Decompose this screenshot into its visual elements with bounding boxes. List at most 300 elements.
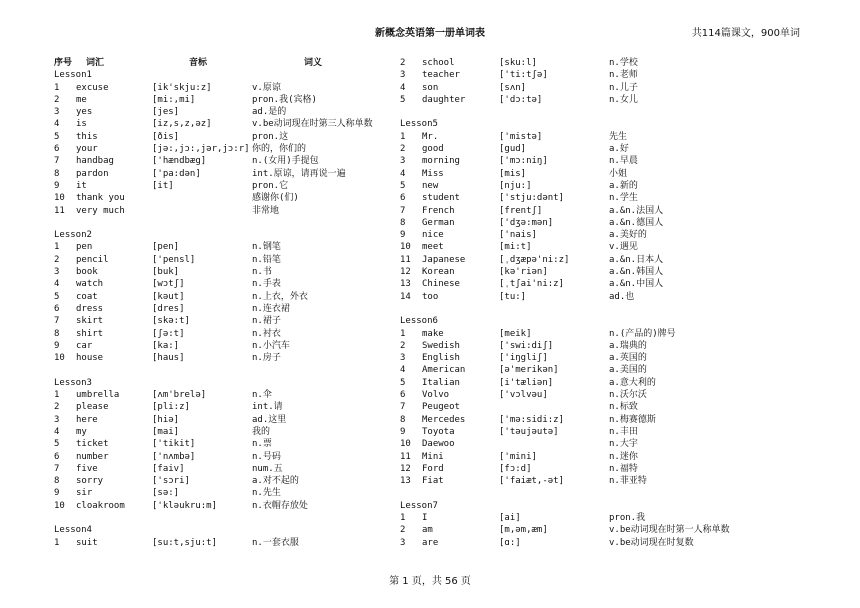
vocab-word: book bbox=[76, 267, 98, 278]
vocab-row bbox=[400, 426, 760, 438]
vocab-word: please bbox=[76, 402, 109, 413]
vocab-word: here bbox=[76, 414, 98, 425]
vocab-row bbox=[400, 192, 760, 204]
vocab-num: 6 bbox=[400, 193, 406, 204]
vocab-meaning: n.铅笔 bbox=[252, 254, 281, 265]
spacer bbox=[54, 217, 394, 229]
vocab-meaning: v.be动词现在时第三人称单数 bbox=[252, 119, 373, 130]
vocab-word: umbrella bbox=[76, 390, 120, 401]
vocab-num: 4 bbox=[54, 119, 60, 130]
vocab-num: 7 bbox=[54, 316, 60, 327]
spacer bbox=[54, 512, 394, 524]
vocab-num: 2 bbox=[54, 254, 60, 265]
vocab-meaning: n.梅赛德斯 bbox=[609, 414, 656, 425]
vocab-row bbox=[54, 340, 394, 352]
vocab-row bbox=[400, 537, 760, 549]
vocab-meaning: a.美国的 bbox=[609, 365, 647, 376]
vocab-meaning: 非常地 bbox=[252, 205, 280, 216]
vocab-meaning: v.be动词现在时第一人称单数 bbox=[609, 525, 730, 536]
vocab-row bbox=[400, 241, 760, 253]
vocab-phonetic: [dres] bbox=[152, 303, 185, 314]
vocab-meaning: ad.是的 bbox=[252, 107, 287, 118]
vocab-phonetic: ['təujəutə] bbox=[499, 426, 559, 437]
vocab-phonetic: [faiv] bbox=[152, 463, 185, 474]
vocab-row bbox=[54, 94, 394, 106]
vocab-num: 2 bbox=[54, 94, 60, 105]
vocab-num: 10 bbox=[400, 439, 411, 450]
vocab-word: meet bbox=[422, 242, 444, 253]
lesson-heading: Lesson3 bbox=[54, 377, 92, 388]
vocab-phonetic: [kəut] bbox=[152, 291, 185, 302]
vocab-row bbox=[54, 487, 394, 499]
vocab-word: American bbox=[422, 365, 466, 376]
vocab-meaning: a.&n.德国人 bbox=[609, 217, 664, 228]
vocab-row bbox=[400, 131, 760, 143]
vocab-meaning: a.&n.中国人 bbox=[609, 279, 664, 290]
vocab-num: 3 bbox=[400, 156, 406, 167]
vocab-row bbox=[54, 291, 394, 303]
vocab-meaning: v.原谅 bbox=[252, 82, 281, 93]
vocab-row bbox=[400, 414, 760, 426]
vocab-row bbox=[400, 438, 760, 450]
vocab-row bbox=[400, 266, 760, 278]
vocab-num: 3 bbox=[54, 107, 60, 118]
vocab-row bbox=[400, 389, 760, 401]
vocab-phonetic: [frentʃ] bbox=[499, 205, 543, 216]
vocab-word: dress bbox=[76, 303, 104, 314]
vocab-phonetic: ['pensl] bbox=[152, 254, 196, 265]
vocab-row bbox=[54, 266, 394, 278]
vocab-row bbox=[54, 254, 394, 266]
vocab-meaning: n.上衣，外衣 bbox=[252, 291, 308, 302]
vocab-word: Volvo bbox=[422, 390, 450, 401]
vocab-word: Mercedes bbox=[422, 414, 466, 425]
vocab-phonetic: [i'tæliən] bbox=[499, 377, 554, 388]
vocab-word: daughter bbox=[422, 94, 466, 105]
vocab-num: 9 bbox=[54, 488, 60, 499]
vocab-row bbox=[400, 254, 760, 266]
vocab-row bbox=[400, 180, 760, 192]
vocab-phonetic: [m,əm,æm] bbox=[499, 525, 548, 536]
vocab-phonetic: ['kləukru:m] bbox=[152, 500, 218, 511]
vocab-phonetic: ['nʌmbə] bbox=[152, 451, 196, 462]
vocab-meaning: n.衬衣 bbox=[252, 328, 281, 339]
vocab-meaning: a.对不起的 bbox=[252, 476, 299, 487]
vocab-word: Japanese bbox=[422, 254, 466, 265]
vocab-meaning: n.(产品的)牌号 bbox=[609, 328, 676, 339]
vocab-word: make bbox=[422, 328, 444, 339]
vocab-meaning: n.福特 bbox=[609, 463, 638, 474]
vocab-meaning: 先生 bbox=[609, 131, 628, 142]
vocab-row bbox=[400, 229, 760, 241]
vocab-word: too bbox=[422, 291, 439, 302]
vocab-phonetic: [gud] bbox=[499, 144, 527, 155]
vocab-word: Daewoo bbox=[422, 439, 455, 450]
vocab-phonetic: [ka:] bbox=[152, 340, 180, 351]
vocab-num: 8 bbox=[54, 328, 60, 339]
vocab-word: morning bbox=[422, 156, 460, 167]
vocab-num: 1 bbox=[54, 390, 60, 401]
vocab-word: German bbox=[422, 217, 455, 228]
vocab-word: thank you bbox=[76, 193, 125, 204]
vocab-word: English bbox=[422, 353, 460, 364]
vocab-phonetic: [mai] bbox=[152, 426, 180, 437]
vocab-word: five bbox=[76, 463, 98, 474]
vocab-phonetic: [sʌn] bbox=[499, 82, 527, 93]
vocab-row bbox=[400, 57, 760, 69]
vocab-phonetic: ['iŋgliʃ] bbox=[499, 353, 548, 364]
vocab-num: 1 bbox=[54, 537, 60, 548]
lesson-summary: 共114篇课文，900单词 bbox=[691, 28, 800, 39]
vocab-row bbox=[400, 143, 760, 155]
vocab-meaning: int.原谅，请再说一遍 bbox=[252, 168, 346, 179]
vocab-num: 7 bbox=[400, 402, 406, 413]
vocab-meaning: pron.这 bbox=[252, 131, 289, 142]
vocab-word: school bbox=[422, 58, 455, 68]
vocab-meaning: a.好 bbox=[609, 144, 629, 155]
vocab-phonetic: [nju:] bbox=[499, 180, 532, 191]
vocab-row bbox=[54, 278, 394, 290]
vocab-word: your bbox=[76, 144, 98, 155]
vocab-row bbox=[400, 94, 760, 106]
vocab-row bbox=[54, 328, 394, 340]
vocab-num: 10 bbox=[400, 242, 411, 253]
vocab-phonetic: [sku:l] bbox=[499, 58, 537, 68]
vocab-phonetic: [tu:] bbox=[499, 291, 527, 302]
vocab-row bbox=[54, 192, 394, 204]
vocab-phonetic: ['dɔ:tə] bbox=[499, 94, 543, 105]
spacer bbox=[400, 303, 760, 315]
vocab-num: 7 bbox=[54, 156, 60, 167]
vocab-phonetic: ['ti:tʃə] bbox=[499, 70, 548, 81]
vocab-row bbox=[54, 463, 394, 475]
spacer bbox=[54, 364, 394, 376]
vocab-meaning: n.迷你 bbox=[609, 451, 638, 462]
vocab-num: 4 bbox=[54, 426, 60, 437]
vocab-word: Fiat bbox=[422, 476, 444, 487]
vocab-row bbox=[54, 401, 394, 413]
page-title: 新概念英语第一册单词表 bbox=[375, 28, 485, 39]
vocab-meaning: n.号码 bbox=[252, 451, 281, 462]
vocab-meaning: n.丰田 bbox=[609, 426, 638, 437]
vocab-meaning: n.学生 bbox=[609, 193, 638, 204]
table-header bbox=[54, 57, 394, 69]
vocab-word: Swedish bbox=[422, 340, 460, 351]
vocab-num: 1 bbox=[400, 512, 406, 523]
vocab-meaning: a.&n.韩国人 bbox=[609, 267, 664, 278]
vocab-meaning: v.遇见 bbox=[609, 242, 638, 253]
page-footer: 第 1 页，共 56 页 bbox=[389, 576, 471, 587]
vocab-phonetic: ['vɔlvəu] bbox=[499, 390, 548, 401]
vocab-word: student bbox=[422, 193, 460, 204]
vocab-column-right bbox=[400, 57, 760, 549]
vocab-num: 11 bbox=[54, 205, 65, 216]
vocab-phonetic: [jə:,jɔ:,jər,jɔ:r] bbox=[152, 144, 250, 155]
vocab-phonetic: ['mə:sidi:z] bbox=[499, 414, 565, 425]
vocab-phonetic: [it] bbox=[152, 180, 174, 191]
vocab-row bbox=[54, 352, 394, 364]
vocab-num: 7 bbox=[54, 463, 60, 474]
vocab-row bbox=[400, 205, 760, 217]
vocab-word: pencil bbox=[76, 254, 109, 265]
vocab-row bbox=[54, 315, 394, 327]
vocab-num: 3 bbox=[400, 353, 406, 364]
vocab-num: 3 bbox=[400, 537, 406, 548]
vocab-word: Toyota bbox=[422, 426, 455, 437]
vocab-meaning: pron.我 bbox=[609, 512, 646, 523]
vocab-num: 5 bbox=[400, 180, 406, 191]
vocab-phonetic: ['mistə] bbox=[499, 131, 543, 142]
vocab-meaning: ad.也 bbox=[609, 291, 635, 302]
vocab-row bbox=[400, 69, 760, 81]
vocab-num: 1 bbox=[400, 328, 406, 339]
vocab-num: 8 bbox=[54, 168, 60, 179]
vocab-meaning: a.新的 bbox=[609, 180, 638, 191]
vocab-meaning: pron.我(宾格) bbox=[252, 94, 317, 105]
vocab-num: 6 bbox=[54, 451, 60, 462]
vocab-num: 1 bbox=[400, 131, 406, 142]
vocab-row bbox=[54, 82, 394, 94]
vocab-row bbox=[54, 106, 394, 118]
vocab-num: 11 bbox=[400, 254, 411, 265]
vocab-num: 3 bbox=[54, 414, 60, 425]
vocab-num: 6 bbox=[400, 390, 406, 401]
vocab-meaning: n.儿子 bbox=[609, 82, 638, 93]
vocab-num: 9 bbox=[400, 426, 406, 437]
vocab-meaning: n.大宇 bbox=[609, 439, 638, 450]
vocab-num: 5 bbox=[54, 439, 60, 450]
vocab-meaning: 你的，你们的 bbox=[252, 144, 307, 155]
vocab-num: 11 bbox=[400, 451, 411, 462]
vocab-phonetic: [haus] bbox=[152, 353, 185, 364]
vocab-row bbox=[54, 451, 394, 463]
vocab-word: very much bbox=[76, 205, 125, 216]
vocab-meaning: ad.这里 bbox=[252, 414, 287, 425]
vocab-phonetic: [ə'merikən] bbox=[499, 365, 559, 376]
vocab-word: is bbox=[76, 119, 87, 130]
vocab-word: car bbox=[76, 340, 93, 351]
vocab-meaning: n.标致 bbox=[609, 402, 638, 413]
vocab-row bbox=[54, 475, 394, 487]
vocab-phonetic: [su:t,sju:t] bbox=[152, 537, 218, 548]
vocab-word: Peugeot bbox=[422, 402, 460, 413]
vocab-word: nice bbox=[422, 230, 444, 241]
vocab-row bbox=[54, 168, 394, 180]
vocab-row bbox=[400, 340, 760, 352]
vocab-meaning: n.连衣裙 bbox=[252, 303, 290, 314]
vocab-word: cloakroom bbox=[76, 500, 125, 511]
vocab-row bbox=[400, 328, 760, 340]
vocab-row bbox=[400, 352, 760, 364]
vocab-meaning: n.先生 bbox=[252, 488, 281, 499]
vocab-meaning: n.(女用)手提包 bbox=[252, 156, 319, 167]
header-phonetic: 音标 bbox=[189, 58, 208, 68]
vocab-phonetic: [mi:,mi] bbox=[152, 94, 196, 105]
vocab-phonetic: ['swi:diʃ] bbox=[499, 340, 554, 351]
vocab-num: 7 bbox=[400, 205, 406, 216]
vocab-num: 5 bbox=[54, 131, 60, 142]
vocab-num: 6 bbox=[54, 144, 60, 155]
vocab-word: teacher bbox=[422, 70, 460, 81]
vocab-row bbox=[400, 82, 760, 94]
vocab-phonetic: [mi:t] bbox=[499, 242, 532, 253]
vocab-meaning: n.钢笔 bbox=[252, 242, 281, 253]
vocab-word: it bbox=[76, 180, 87, 191]
vocab-word: this bbox=[76, 131, 98, 142]
vocab-word: suit bbox=[76, 537, 98, 548]
vocab-meaning: num.五 bbox=[252, 463, 283, 474]
vocab-phonetic: ['faiæt,-ət] bbox=[499, 476, 565, 487]
vocab-phonetic: [ˌtʃai'ni:z] bbox=[499, 279, 565, 290]
vocab-row bbox=[400, 217, 760, 229]
vocab-num: 8 bbox=[400, 217, 406, 228]
vocab-num: 5 bbox=[400, 94, 406, 105]
vocab-num: 10 bbox=[54, 193, 65, 204]
vocab-phonetic: [pen] bbox=[152, 242, 180, 253]
vocab-word: Ford bbox=[422, 463, 444, 474]
vocab-meaning: n.沃尔沃 bbox=[609, 390, 647, 401]
vocab-word: Italian bbox=[422, 377, 460, 388]
header-word: 词汇 bbox=[86, 58, 105, 68]
vocab-word: good bbox=[422, 144, 444, 155]
vocab-num: 13 bbox=[400, 476, 411, 487]
vocab-phonetic: [wɔtʃ] bbox=[152, 279, 185, 290]
vocab-num: 2 bbox=[400, 340, 406, 351]
vocab-meaning: a.&n.法国人 bbox=[609, 205, 664, 216]
vocab-phonetic: [pli:z] bbox=[152, 402, 190, 413]
vocab-word: are bbox=[422, 537, 439, 548]
vocab-word: handbag bbox=[76, 156, 114, 167]
vocab-num: 3 bbox=[400, 70, 406, 81]
vocab-row bbox=[400, 377, 760, 389]
vocab-phonetic: [ðis] bbox=[152, 131, 180, 142]
lesson-heading: Lesson1 bbox=[54, 70, 92, 81]
vocab-phonetic: [iz,s,z,əz] bbox=[152, 119, 212, 130]
vocab-num: 8 bbox=[54, 476, 60, 487]
vocab-row bbox=[54, 180, 394, 192]
vocab-meaning: n.衣帽存放处 bbox=[252, 500, 308, 511]
vocab-num: 10 bbox=[54, 500, 65, 511]
vocab-meaning: a.瑞典的 bbox=[609, 340, 647, 351]
vocab-num: 5 bbox=[400, 377, 406, 388]
vocab-phonetic: [ʃə:t] bbox=[152, 328, 185, 339]
vocab-phonetic: [jes] bbox=[152, 107, 180, 118]
vocab-meaning: n.伞 bbox=[252, 390, 272, 401]
vocab-row bbox=[400, 278, 760, 290]
vocab-meaning: a.意大利的 bbox=[609, 377, 656, 388]
vocab-meaning: 我的 bbox=[252, 426, 271, 437]
vocab-phonetic: [hiə] bbox=[152, 414, 180, 425]
vocab-row bbox=[54, 131, 394, 143]
spacer bbox=[400, 106, 760, 118]
vocab-phonetic: [meik] bbox=[499, 328, 532, 339]
vocab-meaning: n.裙子 bbox=[252, 316, 281, 327]
vocab-word: number bbox=[76, 451, 109, 462]
vocab-num: 3 bbox=[54, 267, 60, 278]
vocab-meaning: int.请 bbox=[252, 402, 283, 413]
vocab-word: Chinese bbox=[422, 279, 460, 290]
vocab-num: 5 bbox=[54, 291, 60, 302]
vocab-phonetic: [ik'skju:z] bbox=[152, 82, 212, 93]
vocab-row bbox=[400, 475, 760, 487]
vocab-word: new bbox=[422, 180, 439, 191]
vocab-word: coat bbox=[76, 291, 98, 302]
lesson-heading: Lesson4 bbox=[54, 525, 92, 536]
vocab-phonetic: ['mɔ:niŋ] bbox=[499, 156, 548, 167]
vocab-word: pardon bbox=[76, 168, 109, 179]
header-num: 序号 bbox=[54, 58, 73, 68]
vocab-meaning: n.小汽车 bbox=[252, 340, 290, 351]
vocab-row bbox=[400, 155, 760, 167]
vocab-phonetic: ['pa:dən] bbox=[152, 168, 201, 179]
vocab-phonetic: ['nais] bbox=[499, 230, 537, 241]
vocab-word: house bbox=[76, 353, 104, 364]
lesson-heading: Lesson5 bbox=[400, 119, 438, 130]
vocab-meaning: n.一套衣服 bbox=[252, 537, 299, 548]
vocab-word: Miss bbox=[422, 168, 444, 179]
vocab-num: 4 bbox=[54, 279, 60, 290]
vocab-num: 8 bbox=[400, 414, 406, 425]
vocab-row bbox=[400, 463, 760, 475]
vocab-num: 14 bbox=[400, 291, 411, 302]
vocab-row bbox=[54, 438, 394, 450]
vocab-num: 12 bbox=[400, 267, 411, 278]
vocab-num: 1 bbox=[54, 82, 60, 93]
vocab-phonetic: ['dʒə:mən] bbox=[499, 217, 554, 228]
vocab-num: 9 bbox=[54, 340, 60, 351]
vocab-row bbox=[54, 205, 394, 217]
vocab-word: yes bbox=[76, 107, 93, 118]
vocab-num: 6 bbox=[54, 303, 60, 314]
vocab-word: me bbox=[76, 94, 87, 105]
vocab-phonetic: [ˌdʒæpə'ni:z] bbox=[499, 254, 570, 265]
vocab-num: 4 bbox=[400, 82, 406, 93]
vocab-num: 13 bbox=[400, 279, 411, 290]
vocab-phonetic: [ɑ:] bbox=[499, 537, 521, 548]
vocab-num: 2 bbox=[400, 144, 406, 155]
vocab-row bbox=[400, 451, 760, 463]
vocab-word: I bbox=[422, 512, 428, 523]
vocab-word: watch bbox=[76, 279, 104, 290]
vocab-row bbox=[54, 155, 394, 167]
vocab-meaning: n.老师 bbox=[609, 70, 638, 81]
vocab-phonetic: [fɔ:d] bbox=[499, 463, 532, 474]
vocab-meaning: n.早晨 bbox=[609, 156, 638, 167]
vocab-num: 4 bbox=[400, 365, 406, 376]
vocab-word: my bbox=[76, 426, 87, 437]
vocab-phonetic: [mis] bbox=[499, 168, 527, 179]
vocab-phonetic: ['hændbæg] bbox=[152, 156, 207, 167]
vocab-word: pen bbox=[76, 242, 93, 253]
vocab-num: 1 bbox=[54, 242, 60, 253]
vocab-row bbox=[400, 512, 760, 524]
vocab-row bbox=[400, 401, 760, 413]
header-meaning: 词义 bbox=[304, 58, 323, 68]
vocab-phonetic: ['sɔri] bbox=[152, 476, 190, 487]
vocab-meaning: n.票 bbox=[252, 439, 272, 450]
vocab-word: sorry bbox=[76, 476, 104, 487]
vocab-phonetic: [sə:] bbox=[152, 488, 180, 499]
vocab-word: shirt bbox=[76, 328, 104, 339]
vocab-num: 4 bbox=[400, 168, 406, 179]
vocab-num: 9 bbox=[400, 230, 406, 241]
vocab-phonetic: [buk] bbox=[152, 267, 180, 278]
vocab-row bbox=[54, 303, 394, 315]
vocab-phonetic: [kə'riən] bbox=[499, 267, 548, 278]
vocab-num: 2 bbox=[400, 525, 406, 536]
vocab-row bbox=[54, 426, 394, 438]
vocab-row bbox=[54, 143, 394, 155]
